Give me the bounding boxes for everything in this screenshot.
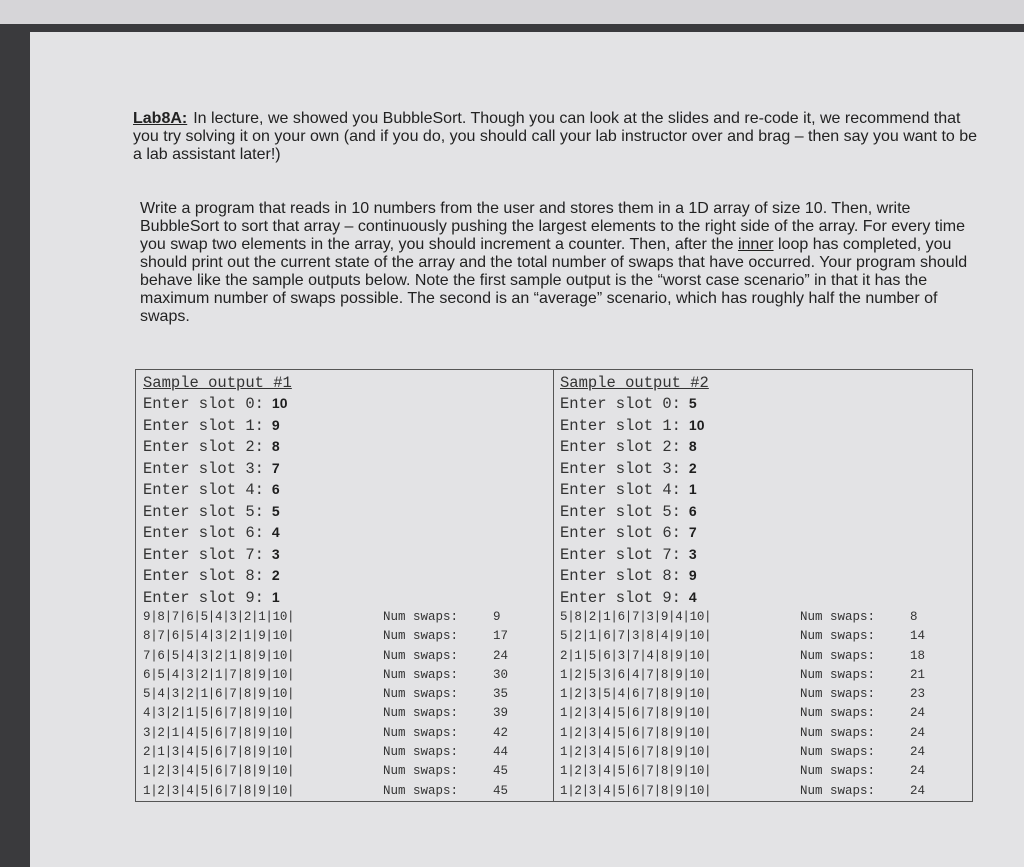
- num-swaps-value: 17: [493, 629, 509, 644]
- enter-slot-line: [560, 587, 968, 609]
- array-state: 1|2|3|4|5|6|7|8|9|10|: [560, 745, 712, 760]
- intro-text: In lecture, we showed you BubbleSort. Though you can look at the slides and re-code it, we recommend that you try solving it on your own (and if you do, you should call your lab instructor over and brag – then say you want to be a lab assistant later!): [133, 110, 978, 163]
- sample-output-table: [135, 369, 973, 802]
- num-swaps-value: 30: [493, 667, 509, 682]
- entered-value: 2: [271, 567, 280, 583]
- instructions-text-a: Write a program that reads in 10 numbers from the user and stores them in a 1D array of size 10. Then, write BubbleSort to sort that array – continuously pushing the largest elements to the right side of the array. For every time you swap two elements in the array, you should increment a counter. Then, after the: [140, 200, 966, 253]
- entered-value: 5: [688, 395, 697, 411]
- entered-value: 8: [271, 438, 280, 454]
- array-state: 2|1|5|6|3|7|4|8|9|10|: [560, 648, 712, 663]
- enter-prompt: Enter slot 3:: [560, 459, 681, 478]
- entered-value: 6: [688, 502, 697, 519]
- array-state: 1|2|5|3|6|4|7|8|9|10|: [560, 667, 712, 682]
- num-swaps-label: Num swaps:: [383, 764, 459, 779]
- array-state: 6|5|4|3|2|1|7|8|9|10|: [143, 667, 295, 682]
- enter-slot-line: [560, 458, 968, 480]
- enter-slot-line: [143, 479, 549, 501]
- enter-slot-line: [143, 436, 549, 458]
- num-swaps-value: 45: [493, 783, 509, 798]
- num-swaps-label: Num swaps:: [383, 706, 459, 721]
- array-state-row: [560, 627, 968, 646]
- num-swaps-label: Num swaps:: [383, 745, 459, 760]
- top-page-strip: [0, 0, 1024, 24]
- sample-title: Sample output #2: [560, 374, 709, 392]
- array-state-row: [143, 685, 549, 704]
- enter-slot-line: [143, 501, 549, 523]
- num-swaps-value: 21: [910, 667, 926, 682]
- num-swaps-label: Num swaps:: [383, 610, 459, 624]
- num-swaps-label: Num swaps:: [800, 667, 876, 682]
- array-state: 5|2|1|6|7|3|8|4|9|10|: [560, 629, 712, 644]
- entered-value: 1: [688, 481, 697, 497]
- array-state-row: [560, 743, 968, 762]
- array-state: 1|2|3|4|5|6|7|8|9|10|: [560, 764, 712, 779]
- num-swaps-value: 9: [493, 610, 501, 624]
- num-swaps-label: Num swaps:: [383, 725, 459, 740]
- enter-prompt: Enter slot 0:: [143, 395, 264, 413]
- num-swaps-label: Num swaps:: [383, 687, 459, 702]
- enter-prompt: Enter slot 7:: [143, 545, 264, 564]
- array-state-row: [143, 762, 549, 781]
- sample-output-1-column: [143, 373, 549, 801]
- array-state-row: [560, 685, 968, 704]
- entered-value: 10: [271, 395, 288, 411]
- num-swaps-label: Num swaps:: [800, 706, 876, 721]
- intro-paragraph: [133, 110, 983, 164]
- entered-value: 2: [688, 459, 697, 476]
- num-swaps-label: Num swaps:: [383, 667, 459, 682]
- array-state: 4|3|2|1|5|6|7|8|9|10|: [143, 706, 295, 721]
- entered-value: 10: [688, 416, 705, 433]
- array-state: 3|2|1|4|5|6|7|8|9|10|: [143, 725, 295, 740]
- num-swaps-value: 8: [910, 610, 918, 624]
- enter-prompt: Enter slot 5:: [143, 502, 264, 521]
- array-state: 1|2|3|4|5|6|7|8|9|10|: [143, 783, 295, 798]
- entered-value: 7: [271, 459, 280, 476]
- num-swaps-label: Num swaps:: [800, 610, 876, 624]
- array-state: 1|2|3|4|5|6|7|8|9|10|: [560, 725, 712, 740]
- entered-value: 9: [271, 416, 280, 433]
- num-swaps-value: 18: [910, 648, 926, 663]
- enter-slot-line: [143, 415, 549, 437]
- enter-slot-line: [560, 544, 968, 566]
- array-state-row: [560, 782, 968, 801]
- array-state: 1|2|3|4|5|6|7|8|9|10|: [560, 706, 712, 721]
- num-swaps-value: 42: [493, 725, 509, 740]
- num-swaps-label: Num swaps:: [800, 783, 876, 798]
- num-swaps-label: Num swaps:: [800, 745, 876, 760]
- inner-keyword: inner: [737, 236, 774, 253]
- array-state-row: [143, 666, 549, 685]
- entered-value: 4: [688, 588, 697, 605]
- enter-slot-line: [143, 393, 549, 415]
- num-swaps-value: 39: [493, 706, 509, 721]
- sample-output-2-column: [560, 373, 968, 801]
- array-state-row: [560, 666, 968, 685]
- enter-prompt: Enter slot 9:: [560, 588, 681, 607]
- array-state-row: [560, 724, 968, 743]
- array-state-row: [143, 627, 549, 646]
- enter-prompt: Enter slot 1:: [560, 416, 681, 435]
- array-state-row: [143, 647, 549, 666]
- enter-slot-line: [560, 393, 968, 415]
- array-state: 8|7|6|5|4|3|2|1|9|10|: [143, 629, 295, 644]
- num-swaps-label: Num swaps:: [383, 783, 459, 798]
- enter-prompt: Enter slot 7:: [560, 545, 681, 564]
- array-state-row: [560, 762, 968, 781]
- num-swaps-value: 44: [493, 745, 509, 760]
- entered-value: 8: [688, 438, 697, 454]
- num-swaps-value: 24: [910, 764, 926, 779]
- array-state: 5|8|2|1|6|7|3|9|4|10|: [560, 610, 712, 624]
- enter-slot-line: [560, 565, 968, 587]
- enter-prompt: Enter slot 4:: [560, 481, 681, 499]
- enter-slot-line: [143, 522, 549, 544]
- column-divider: [553, 370, 554, 801]
- array-state: 5|4|3|2|1|6|7|8|9|10|: [143, 687, 295, 702]
- num-swaps-value: 24: [910, 706, 926, 721]
- num-swaps-label: Num swaps:: [800, 629, 876, 644]
- num-swaps-value: 24: [910, 725, 926, 740]
- enter-slot-line: [143, 565, 549, 587]
- num-swaps-value: 45: [493, 764, 509, 779]
- num-swaps-value: 14: [910, 629, 926, 644]
- array-state-row: [560, 704, 968, 723]
- enter-slot-line: [560, 501, 968, 523]
- num-swaps-value: 24: [910, 783, 926, 798]
- enter-prompt: Enter slot 8:: [143, 567, 264, 585]
- entered-value: 1: [271, 588, 280, 605]
- enter-prompt: Enter slot 6:: [143, 524, 264, 542]
- entered-value: 3: [271, 545, 280, 562]
- enter-prompt: Enter slot 8:: [560, 567, 681, 585]
- enter-slot-line: [560, 436, 968, 458]
- array-state-row: [560, 608, 968, 627]
- sample-title: Sample output #1: [143, 374, 292, 392]
- enter-prompt: Enter slot 2:: [143, 438, 264, 456]
- enter-slot-line: [560, 415, 968, 437]
- array-state: 7|6|5|4|3|2|1|8|9|10|: [143, 648, 295, 663]
- enter-prompt: Enter slot 3:: [143, 459, 264, 478]
- num-swaps-label: Num swaps:: [383, 648, 459, 663]
- entered-value: 3: [688, 545, 697, 562]
- num-swaps-value: 35: [493, 687, 509, 702]
- num-swaps-value: 24: [493, 648, 509, 663]
- num-swaps-value: 24: [910, 745, 926, 760]
- enter-prompt: Enter slot 9:: [143, 588, 264, 607]
- num-swaps-value: 23: [910, 687, 926, 702]
- entered-value: 5: [271, 502, 280, 519]
- instructions-text-b: loop has completed, you should print out the current state of the array and the total number of swaps that have occurred. Your program should behave like the sample outputs below. Note the first sample output is the “worst case scenario” in that it has the maximum number of swaps possible. The second is an “average” scenario, which has roughly half the number of swaps.: [140, 236, 968, 325]
- enter-slot-line: [560, 479, 968, 501]
- num-swaps-label: Num swaps:: [800, 648, 876, 663]
- enter-prompt: Enter slot 2:: [560, 438, 681, 456]
- enter-slot-line: [143, 587, 549, 609]
- enter-slot-line: [143, 458, 549, 480]
- array-state-row: [143, 782, 549, 801]
- array-state: 1|2|3|4|5|6|7|8|9|10|: [560, 783, 712, 798]
- enter-slot-line: [560, 522, 968, 544]
- num-swaps-label: Num swaps:: [800, 764, 876, 779]
- enter-prompt: Enter slot 4:: [143, 481, 264, 499]
- num-swaps-label: Num swaps:: [383, 629, 459, 644]
- enter-prompt: Enter slot 6:: [560, 524, 681, 542]
- array-state: 9|8|7|6|5|4|3|2|1|10|: [143, 610, 295, 624]
- num-swaps-label: Num swaps:: [800, 725, 876, 740]
- array-state-row: [560, 647, 968, 666]
- array-state-row: [143, 743, 549, 762]
- num-swaps-label: Num swaps:: [800, 687, 876, 702]
- array-state-row: [143, 724, 549, 743]
- array-state: 1|2|3|4|5|6|7|8|9|10|: [143, 764, 295, 779]
- enter-prompt: Enter slot 1:: [143, 416, 264, 435]
- entered-value: 4: [271, 524, 280, 540]
- array-state-row: [143, 704, 549, 723]
- entered-value: 6: [271, 481, 280, 497]
- enter-prompt: Enter slot 0:: [560, 395, 681, 413]
- lab-label: Lab8A:: [133, 110, 188, 127]
- instructions-paragraph: [140, 200, 980, 326]
- enter-prompt: Enter slot 5:: [560, 502, 681, 521]
- entered-value: 7: [688, 524, 697, 540]
- entered-value: 9: [688, 567, 697, 583]
- array-state: 2|1|3|4|5|6|7|8|9|10|: [143, 745, 295, 760]
- array-state: 1|2|3|5|4|6|7|8|9|10|: [560, 687, 712, 702]
- enter-slot-line: [143, 544, 549, 566]
- document-page: [30, 32, 1024, 867]
- array-state-row: [143, 608, 549, 627]
